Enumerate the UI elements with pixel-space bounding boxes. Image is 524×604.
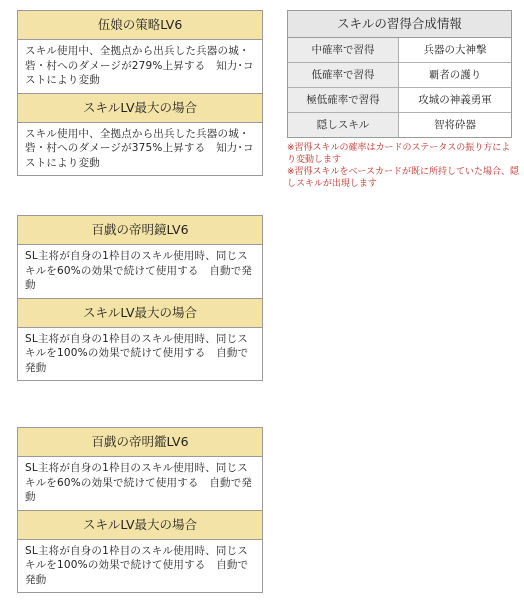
table-row <box>288 113 511 137</box>
row-label: 低確率で習得 <box>288 63 399 87</box>
skill-description: スキル使用中、全拠点から出兵した兵器の城・砦・村へのダメージが279%上昇する 知力･コストにより変動 <box>25 45 254 86</box>
skill-max-title: スキルLV最大の場合 <box>18 93 262 123</box>
skill-card-1 <box>17 10 263 176</box>
skill-max-description: SL主将が自身の1枠目のスキル使用時、同じスキルを100%の効果で続けて使用する 自動で発動 <box>25 544 249 586</box>
row-value: 攻城の神義勇軍 <box>399 88 511 112</box>
skill-description: SL主将が自身の1枠目のスキル使用時、同じスキルを60%の効果で続けて使用する 自動で発動 <box>25 462 253 503</box>
skill-max-title: スキルLV最大の場合 <box>18 510 262 540</box>
row-label: 中確率で習得 <box>288 38 399 62</box>
note-text: ※習得スキルの確率はカードのステータスの振り方により変動します <box>287 143 511 165</box>
row-label: 隠しスキル <box>288 113 399 137</box>
skill-max-description: スキル使用中、全拠点から出兵した兵器の城・砦・村へのダメージが375%上昇する 知力･コストにより変動 <box>25 127 254 169</box>
skill-title: 百戯の帝明鏡LV6 <box>18 216 262 245</box>
table-row <box>288 38 511 63</box>
skill-description: SL主将が自身の1枠目のスキル使用時、同じスキルを60%の効果で続けて使用する 自動で発動 <box>25 250 253 291</box>
row-value: 兵器の大神撃 <box>399 38 511 62</box>
skill-card-2 <box>17 215 263 381</box>
synthesis-info-table <box>287 10 512 138</box>
skill-max-title: スキルLV最大の場合 <box>18 298 262 328</box>
synthesis-notes <box>287 142 519 190</box>
row-value: 覇者の護り <box>399 63 511 87</box>
note-text: ※習得スキルをベースカードが既に所持していた場合、隠しスキルが出現します <box>287 167 520 189</box>
row-label: 極低確率で習得 <box>288 88 399 112</box>
skill-title: 伍娘の策略LV6 <box>18 11 262 40</box>
table-row <box>288 63 511 88</box>
synthesis-title: スキルの習得合成情報 <box>288 11 511 38</box>
skill-title: 百戯の帝明鑑LV6 <box>18 428 262 457</box>
row-value: 智将砕器 <box>399 113 511 137</box>
skill-card-3 <box>17 427 263 593</box>
skill-max-description: SL主将が自身の1枠目のスキル使用時、同じスキルを100%の効果で続けて使用する 自動で発動 <box>25 332 249 374</box>
table-row <box>288 88 511 113</box>
